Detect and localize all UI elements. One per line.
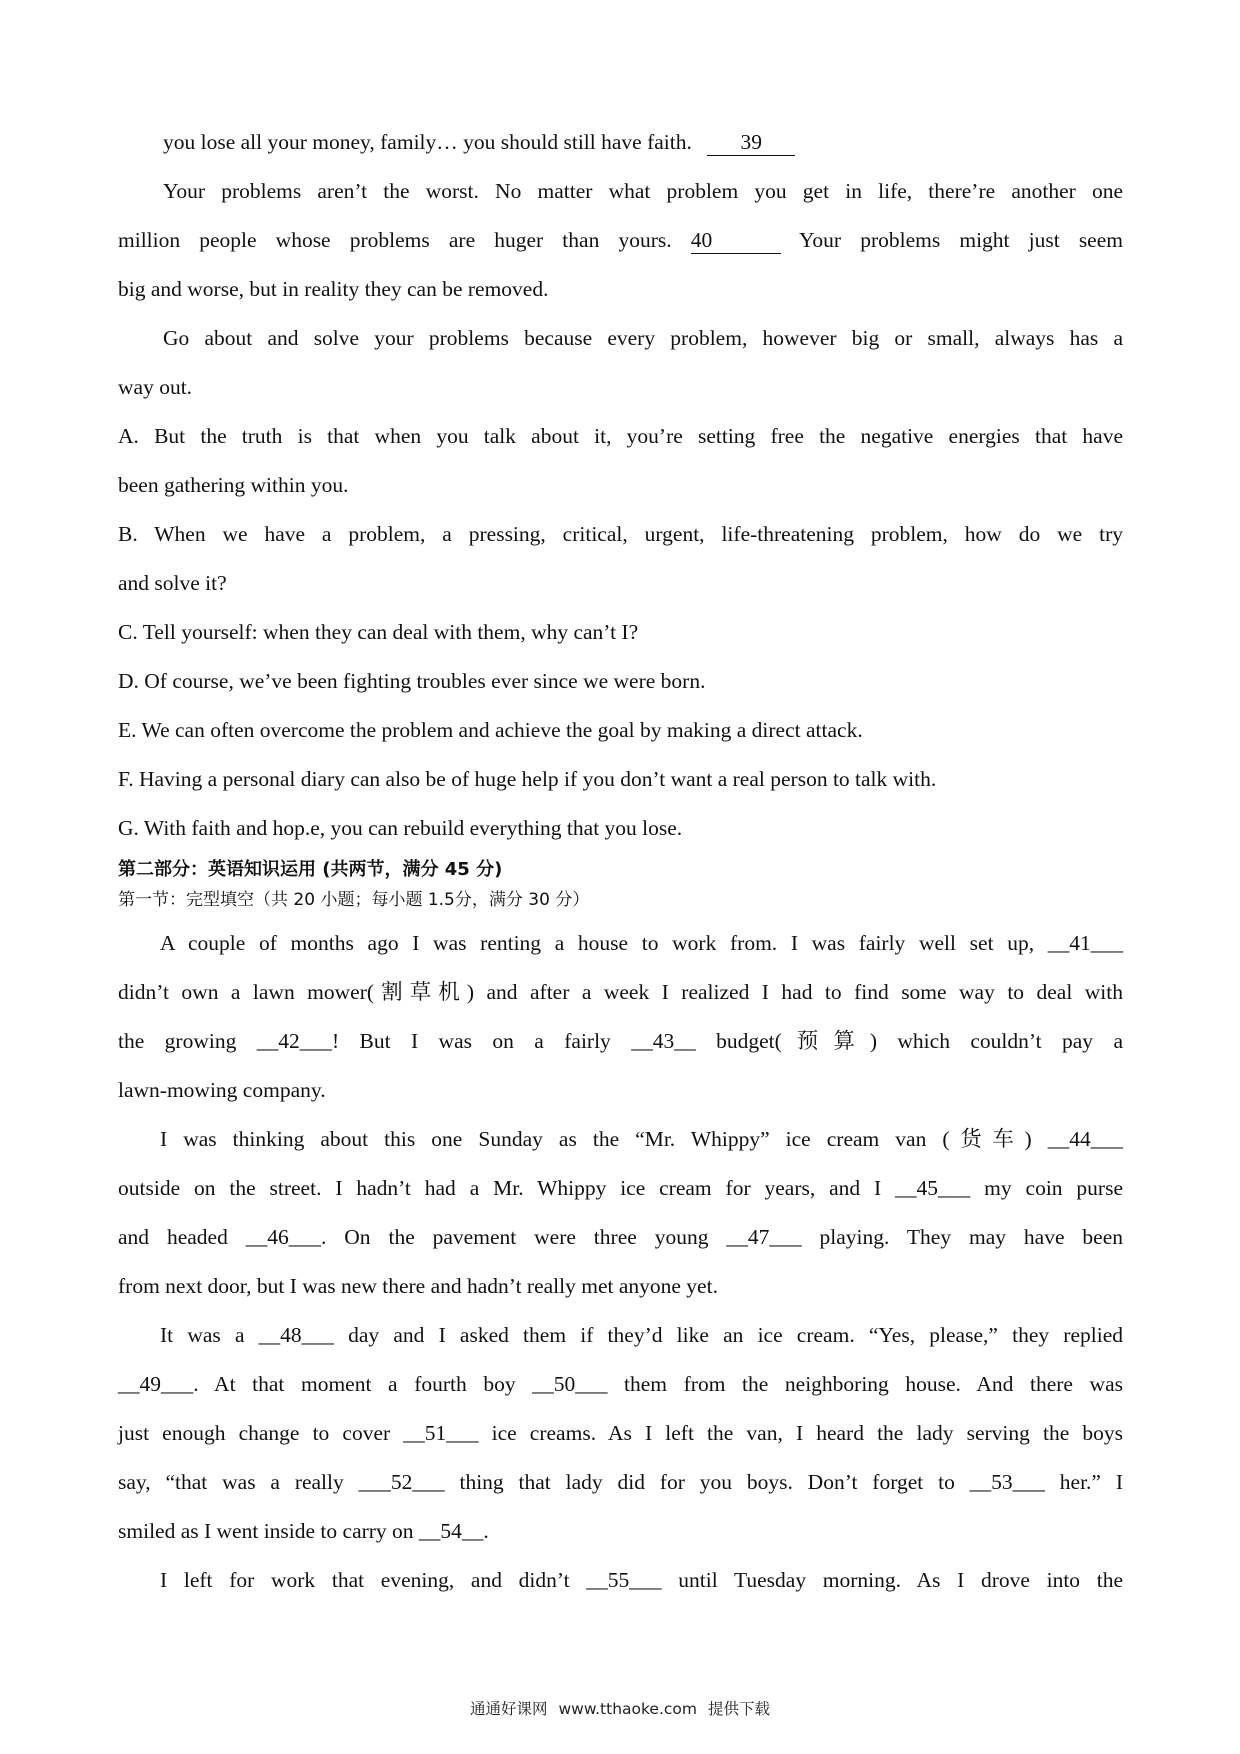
passage-line — [118, 216, 1123, 265]
cloze-line: outside on the street. I hadn’t had a Mr. Whippy ice cream for years, and I __45___ my coin purse — [118, 1176, 1123, 1200]
cloze-line: just enough change to cover __51___ ice creams. As I left the van, I heard the lady serving the boys — [118, 1421, 1123, 1445]
option-a: A. But the truth is that when you talk about it, you’re setting free the negative energies that have — [118, 424, 1123, 448]
option-f: F. Having a personal diary can also be of huge help if you don’t want a real person to talk with. — [118, 767, 937, 791]
passage-line: Go about and solve your problems because every problem, however big or small, always has a — [163, 326, 1123, 350]
passage-line: big and worse, but in reality they can be removed. — [118, 277, 549, 301]
passage-line: Your problems aren’t the worst. No matter what problem you get in life, there’re another one — [163, 179, 1123, 203]
option-g: G. With faith and hop.e, you can rebuild everything that you lose. — [118, 816, 683, 840]
footer-url: www.tthaoke.com — [558, 1700, 697, 1718]
cloze-line: and headed __46___. On the pavement were three young __47___ playing. They may have been — [118, 1225, 1123, 1249]
cloze-line: from next door, but I was new there and hadn’t really met anyone yet. — [118, 1274, 718, 1298]
cloze-line: didn’t own a lawn mower(割草机) and after a week I realized I had to find some way to deal with — [118, 980, 1123, 1004]
answer-blank-39: 39 — [707, 129, 795, 156]
cloze-line: say, “that was a really ___52___ thing that lady did for you boys. Don’t forget to __53___ her.” I — [118, 1470, 1123, 1494]
cloze-line: __49___. At that moment a fourth boy __50___ them from the neighboring house. And there was — [118, 1372, 1123, 1396]
option-b: B. When we have a problem, a pressing, critical, urgent, life-threatening problem, how do we try — [118, 522, 1123, 546]
footer-action: 提供下载 — [707, 1700, 770, 1718]
cloze-line: A couple of months ago I was renting a house to work from. I was fairly well set up, __41___ — [160, 931, 1123, 955]
option-b-cont: and solve it? — [118, 571, 227, 595]
part-heading: 第二部分：英语知识运用 (共两节，满分 45 分) — [118, 859, 503, 880]
passage-line — [118, 118, 1123, 167]
cloze-line: the growing __42___! But I was on a fairly __43__ budget(预算) which couldn’t pay a — [118, 1029, 1123, 1053]
footer-site-name: 通通好课网 — [470, 1700, 548, 1718]
section-heading: 第一节：完型填空（共 20 小题；每小题 1.5分，满分 30 分） — [118, 890, 590, 910]
passage-text: million people whose problems are huger than yours. — [118, 228, 672, 252]
passage-text: you lose all your money, family… you should still have faith. — [163, 130, 692, 154]
passage-text: Your problems might just seem — [799, 228, 1123, 252]
cloze-line: I was thinking about this one Sunday as the “Mr. Whippy” ice cream van (货车) __44___ — [160, 1127, 1123, 1151]
option-c: C. Tell yourself: when they can deal with them, why can’t I? — [118, 620, 639, 644]
exam-page — [118, 118, 1123, 1605]
passage-line: way out. — [118, 375, 193, 399]
answer-blank-40: 40 — [691, 227, 781, 254]
cloze-line: smiled as I went inside to carry on __54__. — [118, 1519, 489, 1543]
cloze-line: lawn-mowing company. — [118, 1078, 326, 1102]
option-a-cont: been gathering within you. — [118, 473, 349, 497]
cloze-line: It was a __48___ day and I asked them if they’d like an ice cream. “Yes, please,” they replied — [160, 1323, 1123, 1347]
option-d: D. Of course, we’ve been fighting troubles ever since we were born. — [118, 669, 706, 693]
option-e: E. We can often overcome the problem and achieve the goal by making a direct attack. — [118, 718, 863, 742]
page-footer — [0, 1697, 1240, 1719]
cloze-line: I left for work that evening, and didn’t __55___ until Tuesday morning. As I drove into the — [160, 1568, 1123, 1592]
